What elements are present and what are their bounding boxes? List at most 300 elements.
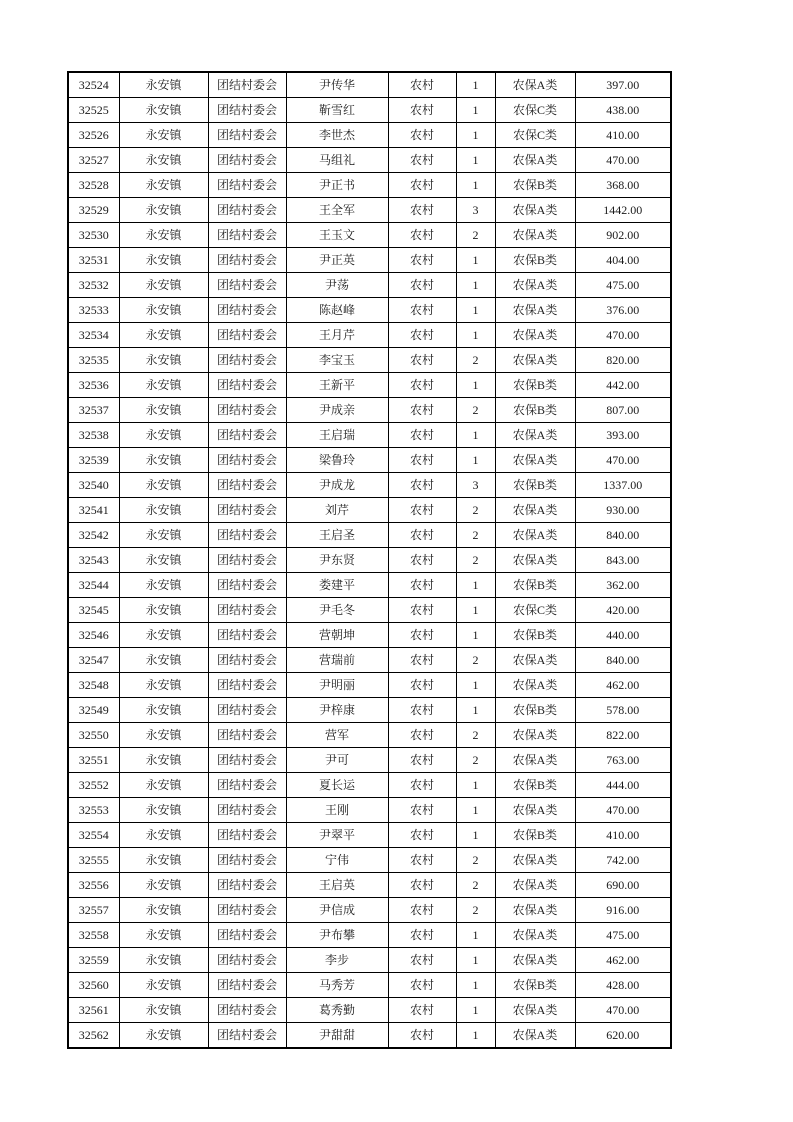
serial-cell: 32552 bbox=[68, 773, 119, 798]
residence-cell: 农村 bbox=[388, 323, 456, 348]
name-cell: 梁鲁玲 bbox=[286, 448, 388, 473]
residence-cell: 农村 bbox=[388, 448, 456, 473]
table-row bbox=[68, 848, 671, 873]
table-row bbox=[68, 948, 671, 973]
amount-cell: 820.00 bbox=[575, 348, 671, 373]
village-cell: 团结村委会 bbox=[208, 448, 286, 473]
table-row bbox=[68, 423, 671, 448]
table-row bbox=[68, 198, 671, 223]
insurance-type-cell: 农保B类 bbox=[495, 373, 575, 398]
insurance-type-cell: 农保A类 bbox=[495, 273, 575, 298]
table-row bbox=[68, 398, 671, 423]
serial-cell: 32527 bbox=[68, 148, 119, 173]
person-count-cell: 1 bbox=[456, 148, 495, 173]
residence-cell: 农村 bbox=[388, 773, 456, 798]
amount-cell: 440.00 bbox=[575, 623, 671, 648]
amount-cell: 742.00 bbox=[575, 848, 671, 873]
town-cell: 永安镇 bbox=[119, 348, 208, 373]
table-row bbox=[68, 898, 671, 923]
village-cell: 团结村委会 bbox=[208, 398, 286, 423]
name-cell: 靳雪红 bbox=[286, 98, 388, 123]
residence-cell: 农村 bbox=[388, 573, 456, 598]
person-count-cell: 3 bbox=[456, 473, 495, 498]
person-count-cell: 2 bbox=[456, 348, 495, 373]
insurance-type-cell: 农保A类 bbox=[495, 323, 575, 348]
name-cell: 李步 bbox=[286, 948, 388, 973]
town-cell: 永安镇 bbox=[119, 623, 208, 648]
insurance-type-cell: 农保A类 bbox=[495, 948, 575, 973]
insurance-type-cell: 农保B类 bbox=[495, 773, 575, 798]
amount-cell: 840.00 bbox=[575, 523, 671, 548]
village-cell: 团结村委会 bbox=[208, 648, 286, 673]
person-count-cell: 1 bbox=[456, 973, 495, 998]
serial-cell: 32560 bbox=[68, 973, 119, 998]
table-row bbox=[68, 473, 671, 498]
person-count-cell: 1 bbox=[456, 298, 495, 323]
insurance-type-cell: 农保A类 bbox=[495, 848, 575, 873]
town-cell: 永安镇 bbox=[119, 898, 208, 923]
residence-cell: 农村 bbox=[388, 373, 456, 398]
village-cell: 团结村委会 bbox=[208, 98, 286, 123]
residence-cell: 农村 bbox=[388, 898, 456, 923]
residence-cell: 农村 bbox=[388, 723, 456, 748]
serial-cell: 32526 bbox=[68, 123, 119, 148]
town-cell: 永安镇 bbox=[119, 473, 208, 498]
residence-cell: 农村 bbox=[388, 173, 456, 198]
table-row bbox=[68, 798, 671, 823]
serial-cell: 32529 bbox=[68, 198, 119, 223]
person-count-cell: 1 bbox=[456, 773, 495, 798]
person-count-cell: 1 bbox=[456, 823, 495, 848]
person-count-cell: 1 bbox=[456, 923, 495, 948]
serial-cell: 32544 bbox=[68, 573, 119, 598]
serial-cell: 32541 bbox=[68, 498, 119, 523]
insurance-type-cell: 农保A类 bbox=[495, 223, 575, 248]
insurance-type-cell: 农保A类 bbox=[495, 198, 575, 223]
village-cell: 团结村委会 bbox=[208, 523, 286, 548]
table-row bbox=[68, 248, 671, 273]
town-cell: 永安镇 bbox=[119, 873, 208, 898]
name-cell: 李世杰 bbox=[286, 123, 388, 148]
residence-cell: 农村 bbox=[388, 348, 456, 373]
name-cell: 娄建平 bbox=[286, 573, 388, 598]
person-count-cell: 2 bbox=[456, 223, 495, 248]
residence-cell: 农村 bbox=[388, 248, 456, 273]
village-cell: 团结村委会 bbox=[208, 823, 286, 848]
insurance-type-cell: 农保A类 bbox=[495, 72, 575, 98]
name-cell: 王新平 bbox=[286, 373, 388, 398]
town-cell: 永安镇 bbox=[119, 948, 208, 973]
village-cell: 团结村委会 bbox=[208, 423, 286, 448]
amount-cell: 393.00 bbox=[575, 423, 671, 448]
residence-cell: 农村 bbox=[388, 72, 456, 98]
serial-cell: 32559 bbox=[68, 948, 119, 973]
village-cell: 团结村委会 bbox=[208, 848, 286, 873]
residence-cell: 农村 bbox=[388, 948, 456, 973]
serial-cell: 32533 bbox=[68, 298, 119, 323]
insurance-type-cell: 农保A类 bbox=[495, 748, 575, 773]
person-count-cell: 1 bbox=[456, 998, 495, 1023]
village-cell: 团结村委会 bbox=[208, 898, 286, 923]
name-cell: 王启英 bbox=[286, 873, 388, 898]
serial-cell: 32536 bbox=[68, 373, 119, 398]
insurance-type-cell: 农保A类 bbox=[495, 723, 575, 748]
name-cell: 王月芹 bbox=[286, 323, 388, 348]
serial-cell: 32551 bbox=[68, 748, 119, 773]
table-row bbox=[68, 148, 671, 173]
town-cell: 永安镇 bbox=[119, 148, 208, 173]
name-cell: 尹荡 bbox=[286, 273, 388, 298]
table-row bbox=[68, 998, 671, 1023]
insurance-type-cell: 农保A类 bbox=[495, 873, 575, 898]
town-cell: 永安镇 bbox=[119, 548, 208, 573]
table-row bbox=[68, 698, 671, 723]
village-cell: 团结村委会 bbox=[208, 273, 286, 298]
table-row bbox=[68, 98, 671, 123]
insurance-type-cell: 农保B类 bbox=[495, 698, 575, 723]
serial-cell: 32543 bbox=[68, 548, 119, 573]
table-row bbox=[68, 298, 671, 323]
serial-cell: 32532 bbox=[68, 273, 119, 298]
residence-cell: 农村 bbox=[388, 1023, 456, 1049]
residence-cell: 农村 bbox=[388, 123, 456, 148]
person-count-cell: 1 bbox=[456, 123, 495, 148]
residence-cell: 农村 bbox=[388, 748, 456, 773]
insurance-type-cell: 农保B类 bbox=[495, 973, 575, 998]
amount-cell: 1442.00 bbox=[575, 198, 671, 223]
name-cell: 尹明丽 bbox=[286, 673, 388, 698]
residence-cell: 农村 bbox=[388, 598, 456, 623]
serial-cell: 32537 bbox=[68, 398, 119, 423]
town-cell: 永安镇 bbox=[119, 198, 208, 223]
table-row bbox=[68, 273, 671, 298]
town-cell: 永安镇 bbox=[119, 823, 208, 848]
village-cell: 团结村委会 bbox=[208, 973, 286, 998]
town-cell: 永安镇 bbox=[119, 698, 208, 723]
table-row bbox=[68, 523, 671, 548]
amount-cell: 470.00 bbox=[575, 148, 671, 173]
amount-cell: 822.00 bbox=[575, 723, 671, 748]
records-table-body bbox=[68, 72, 671, 1048]
village-cell: 团结村委会 bbox=[208, 323, 286, 348]
residence-cell: 农村 bbox=[388, 523, 456, 548]
serial-cell: 32545 bbox=[68, 598, 119, 623]
table-row bbox=[68, 348, 671, 373]
village-cell: 团结村委会 bbox=[208, 473, 286, 498]
name-cell: 尹可 bbox=[286, 748, 388, 773]
serial-cell: 32531 bbox=[68, 248, 119, 273]
table-row bbox=[68, 748, 671, 773]
amount-cell: 902.00 bbox=[575, 223, 671, 248]
serial-cell: 32549 bbox=[68, 698, 119, 723]
village-cell: 团结村委会 bbox=[208, 72, 286, 98]
person-count-cell: 1 bbox=[456, 1023, 495, 1049]
residence-cell: 农村 bbox=[388, 923, 456, 948]
residence-cell: 农村 bbox=[388, 498, 456, 523]
name-cell: 王启圣 bbox=[286, 523, 388, 548]
table-row bbox=[68, 448, 671, 473]
name-cell: 尹甜甜 bbox=[286, 1023, 388, 1049]
table-row bbox=[68, 173, 671, 198]
serial-cell: 32550 bbox=[68, 723, 119, 748]
amount-cell: 470.00 bbox=[575, 448, 671, 473]
amount-cell: 930.00 bbox=[575, 498, 671, 523]
amount-cell: 840.00 bbox=[575, 648, 671, 673]
village-cell: 团结村委会 bbox=[208, 873, 286, 898]
town-cell: 永安镇 bbox=[119, 273, 208, 298]
amount-cell: 578.00 bbox=[575, 698, 671, 723]
name-cell: 刘芹 bbox=[286, 498, 388, 523]
amount-cell: 410.00 bbox=[575, 823, 671, 848]
person-count-cell: 1 bbox=[456, 273, 495, 298]
table-row bbox=[68, 323, 671, 348]
village-cell: 团结村委会 bbox=[208, 923, 286, 948]
residence-cell: 农村 bbox=[388, 623, 456, 648]
person-count-cell: 1 bbox=[456, 72, 495, 98]
person-count-cell: 2 bbox=[456, 548, 495, 573]
name-cell: 营军 bbox=[286, 723, 388, 748]
serial-cell: 32535 bbox=[68, 348, 119, 373]
person-count-cell: 1 bbox=[456, 448, 495, 473]
residence-cell: 农村 bbox=[388, 98, 456, 123]
name-cell: 王启瑞 bbox=[286, 423, 388, 448]
town-cell: 永安镇 bbox=[119, 248, 208, 273]
person-count-cell: 1 bbox=[456, 948, 495, 973]
town-cell: 永安镇 bbox=[119, 373, 208, 398]
person-count-cell: 2 bbox=[456, 648, 495, 673]
insurance-type-cell: 农保A类 bbox=[495, 448, 575, 473]
residence-cell: 农村 bbox=[388, 548, 456, 573]
residence-cell: 农村 bbox=[388, 873, 456, 898]
name-cell: 尹传华 bbox=[286, 72, 388, 98]
table-row bbox=[68, 1023, 671, 1049]
serial-cell: 32557 bbox=[68, 898, 119, 923]
amount-cell: 1337.00 bbox=[575, 473, 671, 498]
insurance-type-cell: 农保B类 bbox=[495, 623, 575, 648]
serial-cell: 32524 bbox=[68, 72, 119, 98]
amount-cell: 916.00 bbox=[575, 898, 671, 923]
table-row bbox=[68, 373, 671, 398]
serial-cell: 32525 bbox=[68, 98, 119, 123]
person-count-cell: 1 bbox=[456, 598, 495, 623]
amount-cell: 475.00 bbox=[575, 923, 671, 948]
name-cell: 尹成龙 bbox=[286, 473, 388, 498]
person-count-cell: 2 bbox=[456, 748, 495, 773]
serial-cell: 32553 bbox=[68, 798, 119, 823]
table-row bbox=[68, 498, 671, 523]
insurance-type-cell: 农保A类 bbox=[495, 798, 575, 823]
person-count-cell: 1 bbox=[456, 98, 495, 123]
village-cell: 团结村委会 bbox=[208, 748, 286, 773]
name-cell: 李宝玉 bbox=[286, 348, 388, 373]
insurance-type-cell: 农保A类 bbox=[495, 898, 575, 923]
village-cell: 团结村委会 bbox=[208, 348, 286, 373]
village-cell: 团结村委会 bbox=[208, 773, 286, 798]
person-count-cell: 1 bbox=[456, 623, 495, 648]
town-cell: 永安镇 bbox=[119, 223, 208, 248]
amount-cell: 444.00 bbox=[575, 773, 671, 798]
amount-cell: 690.00 bbox=[575, 873, 671, 898]
name-cell: 尹信成 bbox=[286, 898, 388, 923]
insurance-type-cell: 农保B类 bbox=[495, 173, 575, 198]
town-cell: 永安镇 bbox=[119, 573, 208, 598]
amount-cell: 368.00 bbox=[575, 173, 671, 198]
amount-cell: 362.00 bbox=[575, 573, 671, 598]
name-cell: 王玉文 bbox=[286, 223, 388, 248]
insurance-type-cell: 农保A类 bbox=[495, 348, 575, 373]
residence-cell: 农村 bbox=[388, 148, 456, 173]
town-cell: 永安镇 bbox=[119, 98, 208, 123]
table-row bbox=[68, 598, 671, 623]
town-cell: 永安镇 bbox=[119, 648, 208, 673]
table-row bbox=[68, 123, 671, 148]
person-count-cell: 1 bbox=[456, 698, 495, 723]
table-row bbox=[68, 773, 671, 798]
village-cell: 团结村委会 bbox=[208, 598, 286, 623]
residence-cell: 农村 bbox=[388, 473, 456, 498]
residence-cell: 农村 bbox=[388, 398, 456, 423]
insurance-type-cell: 农保A类 bbox=[495, 1023, 575, 1049]
town-cell: 永安镇 bbox=[119, 673, 208, 698]
amount-cell: 462.00 bbox=[575, 948, 671, 973]
residence-cell: 农村 bbox=[388, 423, 456, 448]
records-table bbox=[67, 71, 672, 1049]
amount-cell: 470.00 bbox=[575, 998, 671, 1023]
name-cell: 尹东贤 bbox=[286, 548, 388, 573]
village-cell: 团结村委会 bbox=[208, 998, 286, 1023]
amount-cell: 404.00 bbox=[575, 248, 671, 273]
person-count-cell: 1 bbox=[456, 423, 495, 448]
serial-cell: 32547 bbox=[68, 648, 119, 673]
table-row bbox=[68, 623, 671, 648]
person-count-cell: 1 bbox=[456, 248, 495, 273]
serial-cell: 32542 bbox=[68, 523, 119, 548]
village-cell: 团结村委会 bbox=[208, 498, 286, 523]
insurance-type-cell: 农保A类 bbox=[495, 148, 575, 173]
town-cell: 永安镇 bbox=[119, 598, 208, 623]
serial-cell: 32539 bbox=[68, 448, 119, 473]
village-cell: 团结村委会 bbox=[208, 148, 286, 173]
residence-cell: 农村 bbox=[388, 798, 456, 823]
person-count-cell: 1 bbox=[456, 673, 495, 698]
residence-cell: 农村 bbox=[388, 698, 456, 723]
person-count-cell: 2 bbox=[456, 848, 495, 873]
name-cell: 尹正书 bbox=[286, 173, 388, 198]
insurance-type-cell: 农保A类 bbox=[495, 648, 575, 673]
amount-cell: 438.00 bbox=[575, 98, 671, 123]
serial-cell: 32534 bbox=[68, 323, 119, 348]
town-cell: 永安镇 bbox=[119, 773, 208, 798]
amount-cell: 442.00 bbox=[575, 373, 671, 398]
serial-cell: 32556 bbox=[68, 873, 119, 898]
village-cell: 团结村委会 bbox=[208, 223, 286, 248]
insurance-type-cell: 农保C类 bbox=[495, 123, 575, 148]
village-cell: 团结村委会 bbox=[208, 948, 286, 973]
village-cell: 团结村委会 bbox=[208, 723, 286, 748]
town-cell: 永安镇 bbox=[119, 723, 208, 748]
insurance-type-cell: 农保A类 bbox=[495, 498, 575, 523]
village-cell: 团结村委会 bbox=[208, 198, 286, 223]
table-row bbox=[68, 823, 671, 848]
residence-cell: 农村 bbox=[388, 998, 456, 1023]
town-cell: 永安镇 bbox=[119, 798, 208, 823]
serial-cell: 32562 bbox=[68, 1023, 119, 1049]
insurance-type-cell: 农保B类 bbox=[495, 398, 575, 423]
serial-cell: 32546 bbox=[68, 623, 119, 648]
person-count-cell: 1 bbox=[456, 798, 495, 823]
table-row bbox=[68, 223, 671, 248]
village-cell: 团结村委会 bbox=[208, 623, 286, 648]
serial-cell: 32528 bbox=[68, 173, 119, 198]
table-row bbox=[68, 723, 671, 748]
insurance-type-cell: 农保A类 bbox=[495, 423, 575, 448]
village-cell: 团结村委会 bbox=[208, 248, 286, 273]
person-count-cell: 2 bbox=[456, 873, 495, 898]
residence-cell: 农村 bbox=[388, 648, 456, 673]
name-cell: 马组礼 bbox=[286, 148, 388, 173]
name-cell: 尹梓康 bbox=[286, 698, 388, 723]
village-cell: 团结村委会 bbox=[208, 298, 286, 323]
name-cell: 马秀芳 bbox=[286, 973, 388, 998]
table-row bbox=[68, 548, 671, 573]
serial-cell: 32540 bbox=[68, 473, 119, 498]
person-count-cell: 2 bbox=[456, 398, 495, 423]
person-count-cell: 2 bbox=[456, 523, 495, 548]
amount-cell: 397.00 bbox=[575, 72, 671, 98]
person-count-cell: 2 bbox=[456, 898, 495, 923]
village-cell: 团结村委会 bbox=[208, 548, 286, 573]
amount-cell: 620.00 bbox=[575, 1023, 671, 1049]
amount-cell: 420.00 bbox=[575, 598, 671, 623]
insurance-type-cell: 农保A类 bbox=[495, 998, 575, 1023]
name-cell: 尹正英 bbox=[286, 248, 388, 273]
residence-cell: 农村 bbox=[388, 823, 456, 848]
town-cell: 永安镇 bbox=[119, 923, 208, 948]
insurance-type-cell: 农保B类 bbox=[495, 823, 575, 848]
person-count-cell: 3 bbox=[456, 198, 495, 223]
insurance-type-cell: 农保B类 bbox=[495, 248, 575, 273]
town-cell: 永安镇 bbox=[119, 323, 208, 348]
person-count-cell: 1 bbox=[456, 323, 495, 348]
amount-cell: 410.00 bbox=[575, 123, 671, 148]
name-cell: 夏长运 bbox=[286, 773, 388, 798]
town-cell: 永安镇 bbox=[119, 448, 208, 473]
name-cell: 营朝坤 bbox=[286, 623, 388, 648]
village-cell: 团结村委会 bbox=[208, 1023, 286, 1049]
insurance-type-cell: 农保A类 bbox=[495, 673, 575, 698]
insurance-type-cell: 农保C类 bbox=[495, 598, 575, 623]
amount-cell: 376.00 bbox=[575, 298, 671, 323]
residence-cell: 农村 bbox=[388, 223, 456, 248]
town-cell: 永安镇 bbox=[119, 123, 208, 148]
village-cell: 团结村委会 bbox=[208, 673, 286, 698]
table-row bbox=[68, 648, 671, 673]
name-cell: 葛秀勤 bbox=[286, 998, 388, 1023]
serial-cell: 32558 bbox=[68, 923, 119, 948]
table-row bbox=[68, 673, 671, 698]
village-cell: 团结村委会 bbox=[208, 123, 286, 148]
town-cell: 永安镇 bbox=[119, 523, 208, 548]
name-cell: 尹翠平 bbox=[286, 823, 388, 848]
name-cell: 尹布攀 bbox=[286, 923, 388, 948]
town-cell: 永安镇 bbox=[119, 973, 208, 998]
residence-cell: 农村 bbox=[388, 673, 456, 698]
insurance-type-cell: 农保A类 bbox=[495, 923, 575, 948]
residence-cell: 农村 bbox=[388, 298, 456, 323]
name-cell: 宁伟 bbox=[286, 848, 388, 873]
insurance-type-cell: 农保A类 bbox=[495, 548, 575, 573]
serial-cell: 32561 bbox=[68, 998, 119, 1023]
